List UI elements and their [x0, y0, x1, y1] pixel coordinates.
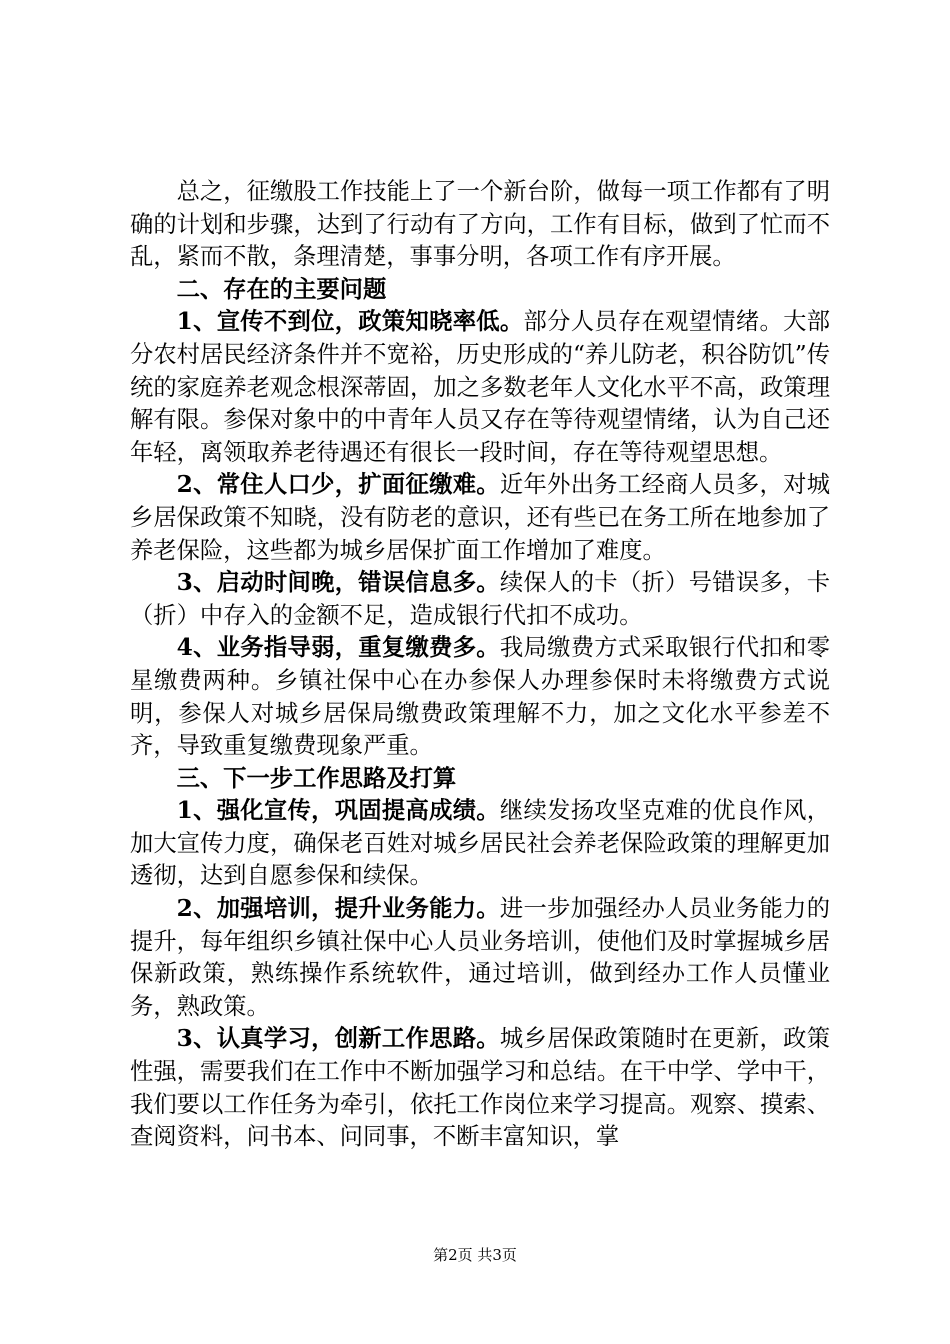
section-heading-problems: 二、存在的主要问题 [176, 275, 387, 303]
problem-item-2 [130, 469, 830, 567]
document-body [130, 176, 830, 1154]
plan-item-1-lead: 1、强化宣传，巩固提高成绩。 [176, 797, 500, 825]
plan-item-1 [130, 795, 830, 893]
plan-item-2 [130, 893, 830, 1023]
summary-paragraph [130, 176, 830, 274]
plan-item-3-text: 城乡居保政策随时在更新，政策性强，需要我们在工作中不断加强学习和总结。在干中学、学中干，我们要以工作任务为牵引，依托工作岗位来学习提高。观察、摸索、查阅资料，问书本、问同事，不断丰富知识，掌 [130, 1025, 830, 1151]
plan-item-2-text: 进一步加强经办人员业务能力的提升，每年组织乡镇社保中心人员业务培训，使他们及时掌握城乡居保新政策，熟练操作系统软件，通过培训，做到经办工作人员懂业务，熟政策。 [130, 895, 830, 1020]
problem-item-2-text: 近年外出务工经商人员多，对城乡居保政策不知晓，没有防老的意识，还有些已在务工所在地参加了养老保险，这些都为城乡居保扩面工作增加了难度。 [130, 471, 830, 564]
plan-item-3-lead: 3、认真学习，创新工作思路。 [176, 1025, 500, 1053]
page-footer [0, 1245, 950, 1265]
problem-item-1 [130, 306, 830, 469]
problem-item-3 [130, 567, 830, 632]
page-number: 第2页 共3页 [433, 1246, 517, 1264]
problem-item-4 [130, 632, 830, 762]
problem-item-4-text: 我局缴费方式采取银行代扣和零星缴费两种。乡镇社保中心在办参保人办理参保时未将缴费方式说明，参保人对城乡居保局缴费政策理解不力，加之文化水平参差不齐，导致重复缴费现象严重。 [130, 634, 830, 760]
problem-item-4-lead: 4、业务指导弱，重复缴费多。 [176, 634, 500, 662]
summary-text: 总之，征缴股工作技能上了一个新台阶，做每一项工作都有了明确的计划和步骤，达到了行动有了方向，工作有目标，做到了忙而不乱，紧而不散，条理清楚，事事分明，各项工作有序开展。 [130, 178, 830, 271]
plan-item-3 [130, 1023, 830, 1153]
section-heading-next-steps: 三、下一步工作思路及打算 [176, 764, 457, 792]
plan-item-2-lead: 2、加强培训，提升业务能力。 [176, 895, 500, 923]
problem-item-3-lead: 3、启动时间晚，错误信息多。 [176, 569, 500, 597]
problem-item-1-lead: 1、宣传不到位，政策知晓率低。 [176, 308, 524, 336]
plan-item-1-text: 继续发扬攻坚克难的优良作风，加大宣传力度，确保老百姓对城乡居民社会养老保险政策的理解更加透彻，达到自愿参保和续保。 [130, 797, 830, 890]
problem-item-3-text: 续保人的卡（折）号错误多，卡（折）中存入的金额不足，造成银行代扣不成功。 [130, 569, 830, 629]
problem-item-2-lead: 2、常住人口少，扩面征缴难。 [176, 471, 500, 499]
problem-item-1-text: 部分人员存在观望情绪。大部分农村居民经济条件并不宽裕，历史形成的“养儿防老，积谷防饥”传统的家庭养老观念根深蒂固，加之多数老年人文化水平不高，政策理解有限。参保对象中的中青年人员又存在等待观望情绪，认为自己还年轻，离领取养老待遇还有很长一段时间，存在等待观望思想。 [130, 308, 830, 466]
